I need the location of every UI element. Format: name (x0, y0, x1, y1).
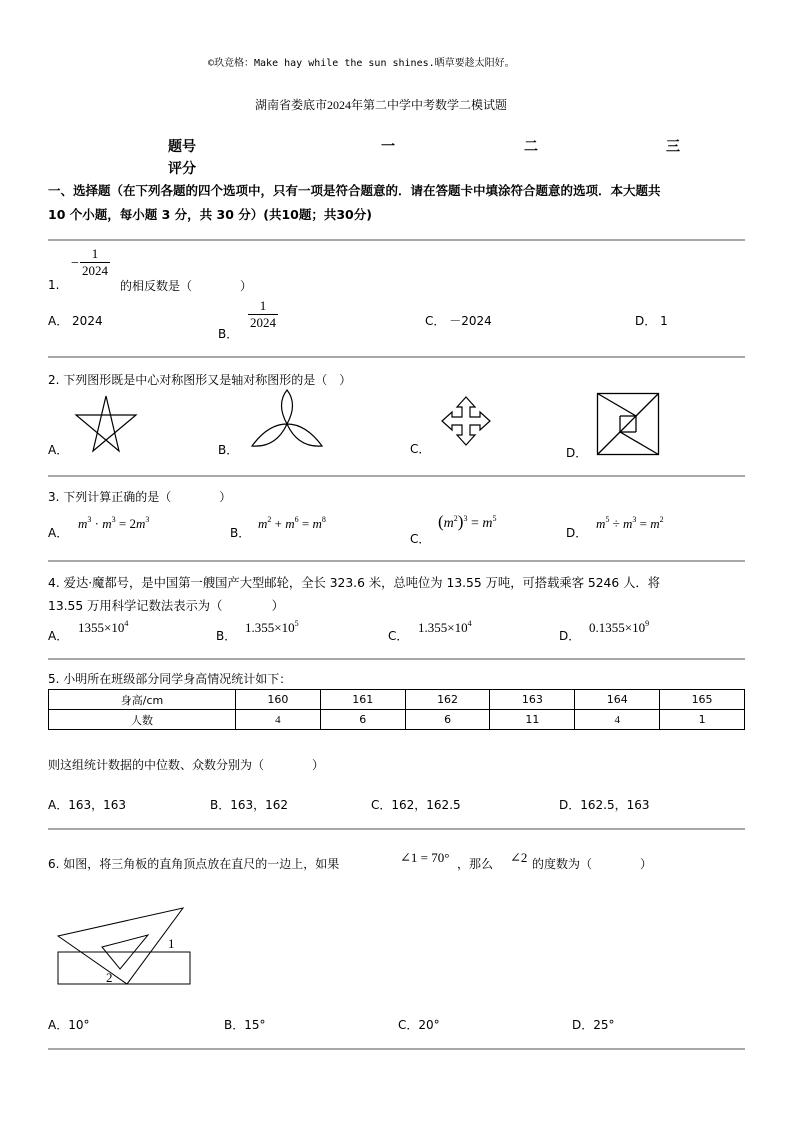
table-row-counts (49, 710, 745, 730)
q4-option-c-label: C． (388, 629, 409, 643)
q1-option-b-fraction (248, 298, 278, 331)
q1-frac-denominator: 2024 (82, 263, 108, 278)
divider (48, 239, 745, 241)
q3-option-a-expr: $m^3 \cdot m^3 = 2m^3$ (78, 515, 150, 531)
table-cell: 165 (660, 690, 745, 710)
q5-option-a: A．163，163 (48, 798, 127, 812)
q4-option-a-expr: $1355\times 10^4$ (78, 619, 129, 635)
q1-option-b-label: B． (218, 327, 239, 341)
q5-option-b: B．163，162 (210, 798, 289, 812)
q3-option-c-expr: $(m^2)^3 = m^5$ (438, 512, 497, 531)
q4-option-c-expr: $1.355\times 10^4$ (418, 619, 472, 635)
table-cell: 161 (320, 690, 405, 710)
page-title: 湖南省娄底市2024年第二中学中考数学二模试题 (255, 98, 508, 112)
divider (48, 658, 745, 660)
divider (48, 356, 745, 358)
header-quote: ©玖竞格：Make hay while the sun shines.晒草要趁太阳好。 (208, 58, 515, 69)
q1-option-c-label: C． (425, 314, 446, 328)
table-cell: 11 (490, 710, 575, 730)
table-row-label: 身高/cm (49, 690, 236, 710)
table-cell: 6 (320, 710, 405, 730)
q1-fraction (80, 246, 110, 279)
ruler-shape (58, 952, 190, 984)
square-pinwheel-figure (596, 392, 660, 456)
q5-option-c: C．162，162.5 (371, 798, 461, 812)
height-stats-table (48, 689, 745, 730)
angle-label-1: 1 (168, 936, 175, 951)
four-arrow-cross-figure (440, 395, 492, 447)
q3-stem: 3. 下列计算正确的是（ ） (48, 490, 232, 504)
q1-option-d-text: 1 (660, 314, 668, 328)
table-cell: 162 (405, 690, 490, 710)
table-cell: 164 (575, 690, 660, 710)
table-cell: 160 (236, 690, 321, 710)
q4-option-d-label: D． (559, 629, 581, 643)
q1-option-b-denominator: 2024 (250, 315, 276, 330)
q1-option-d (635, 312, 668, 329)
q2-stem: 2. 下列图形既是中心对称图形又是轴对称图形的是（ ） (48, 373, 352, 387)
table-cell: 4 (236, 710, 321, 730)
score-table-col-2: 二 (524, 139, 538, 155)
table-cell: 6 (405, 710, 490, 730)
q6-option-d: D．25° (572, 1018, 615, 1032)
triangle-outer (58, 908, 183, 984)
score-table-label-pingfen: 评分 (168, 161, 196, 177)
q4-option-b-expr: $1.355\times 10^5$ (245, 619, 299, 635)
table-cell: 1 (660, 710, 745, 730)
q1-option-c (425, 312, 492, 329)
q4-option-d-expr: $0.1355\times 10^9$ (589, 619, 650, 635)
q6-angle1-expr: ∠1 = 70° (400, 850, 450, 865)
table-cell: 163 (490, 690, 575, 710)
q3-option-d-label: D． (566, 526, 588, 540)
q1-option-a-text: 2024 (72, 314, 103, 328)
three-petal-figure (248, 388, 326, 450)
section-heading-line1: 一、选择题（在下列各题的四个选项中，只有一项是符合题意的．请在答题卡中填涂符合题意的选项．本大题共 (48, 183, 661, 198)
q4-stem-line2: 13.55 万用科学记数法表示为（ ） (48, 599, 284, 613)
q2-option-c-label: C． (410, 442, 431, 456)
q1-option-d-label: D． (635, 314, 657, 328)
q2-option-b-label: B． (218, 443, 239, 457)
score-table-label-tihao: 题号 (168, 139, 196, 155)
q3-option-d-expr: $m^5 \div m^3 = m^2$ (596, 515, 664, 531)
q1-option-c-text: －2024 (449, 314, 492, 328)
star-figure (72, 393, 140, 455)
q6-option-c: C．20° (398, 1018, 440, 1032)
q3-option-c-label: C． (410, 532, 431, 546)
q4-option-b-label: B． (216, 629, 237, 643)
q6-stem-post: 的度数为（ ） (532, 857, 653, 871)
q3-option-a-label: A． (48, 526, 69, 540)
divider (48, 475, 745, 477)
q6-stem-pre: 6. 如图，将三角板的直角顶点放在直尺的一边上，如果 (48, 857, 340, 871)
table-cell: 4 (575, 710, 660, 730)
divider (48, 560, 745, 562)
q6-angle2-expr: ∠2 (510, 850, 528, 865)
table-row-label: 人数 (49, 710, 236, 730)
q5-option-d: D．162.5，163 (559, 798, 650, 812)
section-heading-line2: 10 个小题，每小题 3 分，共 30 分）(共10题；共30分) (48, 207, 372, 222)
q1-option-a (48, 312, 103, 329)
table-row-heights (49, 690, 745, 710)
q6-option-a: A．10° (48, 1018, 90, 1032)
q4-option-a-label: A． (48, 629, 69, 643)
score-table-col-1: 一 (381, 139, 395, 155)
q3-option-b-label: B． (230, 526, 251, 540)
q6-stem-mid: ，那么 (457, 857, 494, 871)
angle-label-2: 2 (106, 970, 113, 985)
q5-question: 则这组统计数据的中位数、众数分别为（ ） (48, 758, 325, 772)
q2-option-a-label: A． (48, 443, 69, 457)
q1-stem: 的相反数是（ ） (120, 279, 253, 293)
ruler-triangle-figure (50, 900, 200, 992)
q4-stem-line1: 4. 爱达·魔都号，是中国第一艘国产大型邮轮，全长 323.6 米，总吨位为 13.55 万吨，可搭载乘客 5246 人．将 (48, 576, 660, 590)
q5-stem: 5. 小明所在班级部分同学身高情况统计如下： (48, 672, 292, 686)
divider (48, 1048, 745, 1050)
q1-minus-sign: − (71, 256, 79, 271)
q1-frac-numerator: 1 (80, 246, 110, 263)
q3-option-b-expr: $m^2 + m^6 = m^8$ (258, 515, 326, 531)
q1-option-a-label: A． (48, 314, 69, 328)
score-table-col-3: 三 (666, 139, 680, 155)
q1-number: 1. (48, 278, 60, 292)
q6-option-b: B．15° (224, 1018, 266, 1032)
q1-option-b-numerator: 1 (248, 298, 278, 315)
q2-option-d-label: D． (566, 446, 588, 460)
divider (48, 828, 745, 830)
